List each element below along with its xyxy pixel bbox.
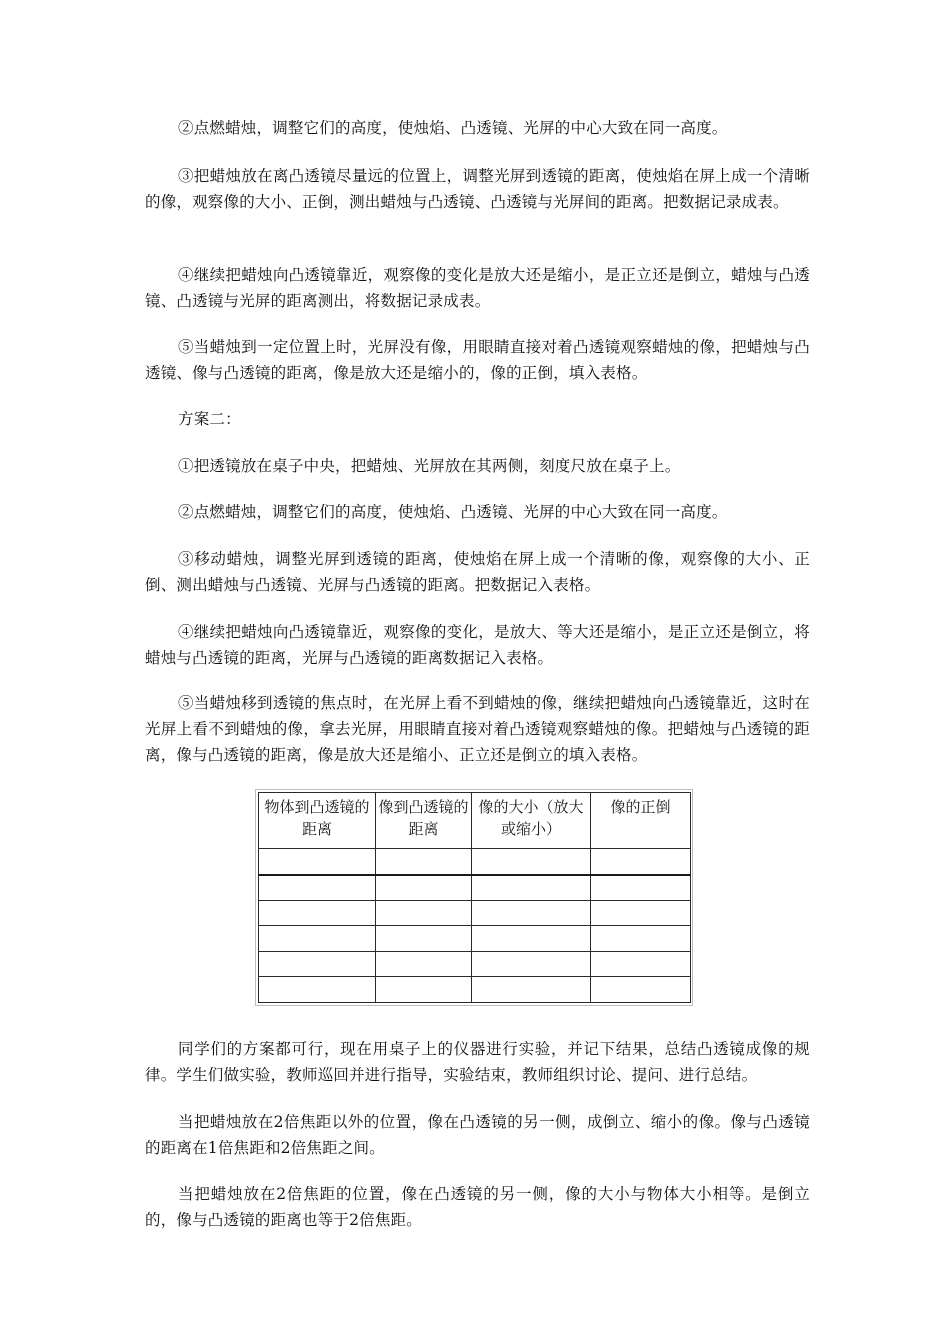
paragraph-step5-plan2: ⑤当蜡烛移到透镜的焦点时，在光屏上看不到蜡烛的像，继续把蜡烛向凸透镜靠近，这时在光屏上看不到蜡烛的像，拿去光屏，用眼睛直接对着凸透镜观察蜡烛的像。把蜡烛与凸透镜的距离，像与凸透镜的距离，像是放大还是缩小、正立还是倒立的填入表格。	[145, 694, 810, 764]
table-row	[259, 875, 691, 901]
table-cell	[376, 849, 472, 875]
table-row	[259, 901, 691, 926]
table-cell	[472, 901, 591, 926]
table-cell	[259, 926, 376, 951]
table-cell	[376, 926, 472, 951]
table-cell	[259, 977, 376, 1003]
table-row	[259, 977, 691, 1003]
table-cell	[591, 977, 691, 1003]
header-object-distance: 物体到凸透镜的距离	[259, 793, 376, 849]
table-cell	[472, 926, 591, 951]
table-cell	[472, 849, 591, 875]
table-cell	[591, 926, 691, 951]
table-header-row	[259, 793, 691, 849]
record-table	[258, 792, 691, 1003]
table-cell	[259, 875, 376, 901]
paragraph-step2-plan1: ②点燃蜡烛，调整它们的高度，使烛焰、凸透镜、光屏的中心大致在同一高度。	[178, 119, 728, 137]
paragraph-beyond-2f: 当把蜡烛放在2倍焦距以外的位置，像在凸透镜的另一侧，成倒立、缩小的像。像与凸透镜的距离在1倍焦距和2倍焦距之间。	[145, 1113, 810, 1157]
table-row	[259, 926, 691, 951]
record-table-frame	[255, 789, 693, 1006]
paragraph-step5-plan1: ⑤当蜡烛到一定位置上时，光屏没有像，用眼睛直接对着凸透镜观察蜡烛的像，把蜡烛与凸透镜、像与凸透镜的距离，像是放大还是缩小的，像的正倒，填入表格。	[145, 338, 810, 382]
plan2-heading: 方案二：	[178, 410, 241, 428]
paragraph-step1-plan2: ①把透镜放在桌子中央，把蜡烛、光屏放在其两侧，刻度尺放在桌子上。	[178, 457, 681, 475]
table-cell	[472, 875, 591, 901]
table-row	[259, 849, 691, 875]
table-cell	[376, 977, 472, 1003]
table-cell	[259, 901, 376, 926]
table-cell	[376, 951, 472, 976]
table-cell	[591, 875, 691, 901]
paragraph-step2-plan2: ②点燃蜡烛，调整它们的高度，使烛焰、凸透镜、光屏的中心大致在同一高度。	[178, 503, 728, 521]
table-cell	[376, 875, 472, 901]
table-cell	[591, 849, 691, 875]
table-row	[259, 951, 691, 976]
table-cell	[259, 849, 376, 875]
table-cell	[259, 951, 376, 976]
paragraph-step4-plan1: ④继续把蜡烛向凸透镜靠近，观察像的变化是放大还是缩小，是正立还是倒立，蜡烛与凸透镜、凸透镜与光屏的距离测出，将数据记录成表。	[145, 266, 810, 310]
paragraph-conclusion-intro: 同学们的方案都可行，现在用桌子上的仪器进行实验，并记下结果，总结凸透镜成像的规律。学生们做实验，教师巡回并进行指导，实验结束，教师组织讨论、提问、进行总结。	[145, 1040, 810, 1084]
paragraph-step3-plan1: ③把蜡烛放在离凸透镜尽量远的位置上，调整光屏到透镜的距离，使烛焰在屏上成一个清晰的像，观察像的大小、正倒，测出蜡烛与凸透镜、凸透镜与光屏间的距离。把数据记录成表。	[145, 167, 810, 211]
header-image-size: 像的大小（放大或缩小）	[472, 793, 591, 849]
table-cell	[591, 901, 691, 926]
header-image-orientation: 像的正倒	[591, 793, 691, 849]
paragraph-at-2f: 当把蜡烛放在2倍焦距的位置，像在凸透镜的另一侧，像的大小与物体大小相等。是倒立的，像与凸透镜的距离也等于2倍焦距。	[145, 1185, 810, 1229]
table-cell	[591, 951, 691, 976]
paragraph-step3-plan2: ③移动蜡烛，调整光屏到透镜的距离，使烛焰在屏上成一个清晰的像，观察像的大小、正倒、测出蜡烛与凸透镜、光屏与凸透镜的距离。把数据记入表格。	[145, 550, 810, 594]
table-cell	[472, 951, 591, 976]
table-cell	[376, 901, 472, 926]
header-image-distance: 像到凸透镜的距离	[376, 793, 472, 849]
paragraph-step4-plan2: ④继续把蜡烛向凸透镜靠近，观察像的变化，是放大、等大还是缩小，是正立还是倒立，将蜡烛与凸透镜的距离，光屏与凸透镜的距离数据记入表格。	[145, 623, 810, 667]
table-cell	[472, 977, 591, 1003]
